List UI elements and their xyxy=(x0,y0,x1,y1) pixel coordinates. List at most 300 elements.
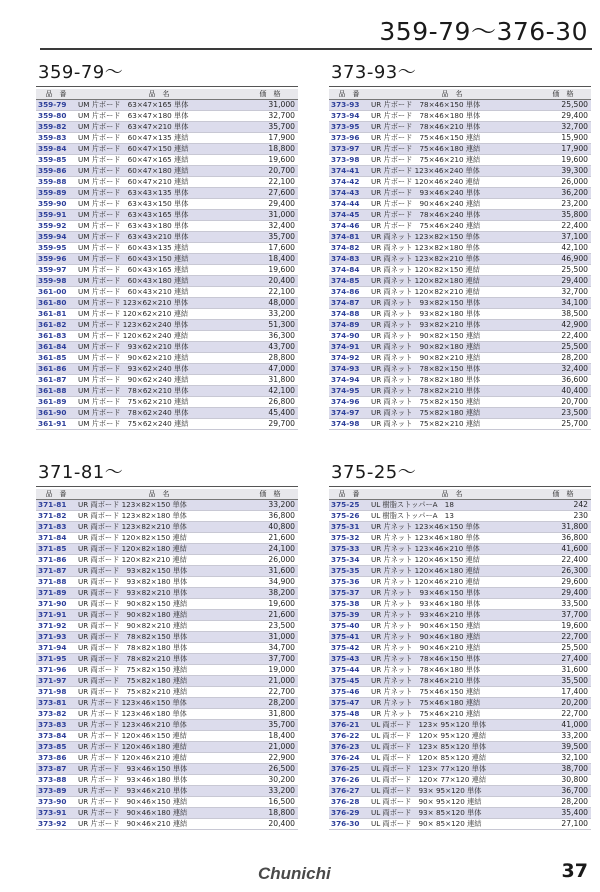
table-row xyxy=(36,166,298,177)
product-name: UR 片ネット 78×46×210 単体 xyxy=(369,676,535,687)
product-price: 36,800 xyxy=(535,533,591,544)
product-code: 374-98 xyxy=(329,419,369,430)
table-row xyxy=(36,742,298,753)
table-row xyxy=(329,698,591,709)
product-price: 242 xyxy=(535,500,591,511)
table-row xyxy=(329,522,591,533)
product-name: UR 両ネット 120×82×180 連結 xyxy=(369,276,535,287)
product-price: 33,200 xyxy=(242,500,298,511)
product-code: 359-95 xyxy=(36,243,76,254)
product-price: 36,700 xyxy=(535,786,591,797)
product-name: UM 片ボード 60×43×135 連結 xyxy=(76,243,242,254)
header-code: 品 番 xyxy=(329,489,369,500)
product-price: 22,100 xyxy=(242,177,298,188)
table-row xyxy=(329,155,591,166)
product-name: UR 片ネット 90×46×180 連結 xyxy=(369,632,535,643)
product-name: UR 片ボード 123×46×210 単体 xyxy=(76,720,242,731)
product-code: 371-86 xyxy=(36,555,76,566)
product-name: UL 両ボード 123× 77×120 単体 xyxy=(369,764,535,775)
table-row xyxy=(329,555,591,566)
table-row xyxy=(329,298,591,309)
product-name: UR 片ネット 78×46×150 単体 xyxy=(369,654,535,665)
product-price: 19,600 xyxy=(242,599,298,610)
product-code: 371-97 xyxy=(36,676,76,687)
table-row xyxy=(36,808,298,819)
table-row xyxy=(329,419,591,430)
product-name: UM 片ボード 60×43×150 連結 xyxy=(76,254,242,265)
product-code: 374-96 xyxy=(329,397,369,408)
product-price: 29,400 xyxy=(535,111,591,122)
product-price: 26,000 xyxy=(535,177,591,188)
product-price: 39,500 xyxy=(535,742,591,753)
product-code: 375-42 xyxy=(329,643,369,654)
product-name: UM 片ボード 60×47×165 連結 xyxy=(76,155,242,166)
table-row xyxy=(329,511,591,522)
table-row xyxy=(36,577,298,588)
product-price: 25,500 xyxy=(535,265,591,276)
product-price: 22,700 xyxy=(242,687,298,698)
product-price: 31,800 xyxy=(535,522,591,533)
product-name: UM 片ボード 120×62×210 連結 xyxy=(76,309,242,320)
product-price: 27,600 xyxy=(242,188,298,199)
product-code: 373-87 xyxy=(36,764,76,775)
product-code: 361-89 xyxy=(36,397,76,408)
product-code: 373-84 xyxy=(36,731,76,742)
section-359-79 xyxy=(36,62,298,430)
table-row xyxy=(329,819,591,830)
table-row xyxy=(329,375,591,386)
product-name: UR 片ボード 78×46×180 単体 xyxy=(369,111,535,122)
product-code: 373-83 xyxy=(36,720,76,731)
product-code: 374-97 xyxy=(329,408,369,419)
product-price: 37,700 xyxy=(242,654,298,665)
product-price: 41,600 xyxy=(535,544,591,555)
product-code: 374-94 xyxy=(329,375,369,386)
product-code: 374-42 xyxy=(329,177,369,188)
product-code: 373-97 xyxy=(329,144,369,155)
product-price: 33,500 xyxy=(535,599,591,610)
product-price: 31,000 xyxy=(242,632,298,643)
product-code: 375-34 xyxy=(329,555,369,566)
table-row xyxy=(329,144,591,155)
product-name: UR 片ボード 75×46×210 連結 xyxy=(369,155,535,166)
product-price: 37,100 xyxy=(535,232,591,243)
table-row xyxy=(329,687,591,698)
product-name: UR 片ボード 78×46×240 単体 xyxy=(369,210,535,221)
product-code: 374-87 xyxy=(329,298,369,309)
product-name: UR 両ネット 75×82×210 連結 xyxy=(369,419,535,430)
product-code: 371-94 xyxy=(36,643,76,654)
table-row xyxy=(329,232,591,243)
product-code: 361-86 xyxy=(36,364,76,375)
product-name: UM 片ボード 123×62×210 単体 xyxy=(76,298,242,309)
product-name: UM 片ボード 60×47×150 連結 xyxy=(76,144,242,155)
table-row xyxy=(329,676,591,687)
product-price: 35,700 xyxy=(242,232,298,243)
product-name: UM 片ボード 60×43×165 連結 xyxy=(76,265,242,276)
product-price: 25,500 xyxy=(535,100,591,111)
product-name: UR 片ボード 123×46×240 単体 xyxy=(369,166,535,177)
product-code: 371-92 xyxy=(36,621,76,632)
product-name: UL 両ボード 90× 95×120 連結 xyxy=(369,797,535,808)
table-row xyxy=(36,544,298,555)
product-name: UR 片ネット 123×46×210 単体 xyxy=(369,544,535,555)
table-row xyxy=(329,742,591,753)
product-price: 42,100 xyxy=(242,386,298,397)
product-name: UL 両ボード 120× 85×120 連結 xyxy=(369,753,535,764)
product-code: 375-38 xyxy=(329,599,369,610)
product-code: 375-32 xyxy=(329,533,369,544)
header-code: 品 番 xyxy=(329,89,369,100)
product-price: 40,800 xyxy=(242,522,298,533)
table-row xyxy=(329,188,591,199)
product-price: 32,700 xyxy=(242,111,298,122)
header-name: 品 名 xyxy=(369,89,535,100)
product-code: 374-41 xyxy=(329,166,369,177)
product-price: 30,200 xyxy=(242,775,298,786)
table-row xyxy=(36,298,298,309)
product-code: 373-90 xyxy=(36,797,76,808)
product-price: 24,100 xyxy=(242,544,298,555)
table-row xyxy=(36,731,298,742)
product-price: 22,900 xyxy=(242,753,298,764)
table-header-row xyxy=(36,89,298,100)
table-row xyxy=(36,676,298,687)
table-row xyxy=(36,786,298,797)
product-price: 23,200 xyxy=(535,199,591,210)
product-name: UR 片ボード 123×46×150 単体 xyxy=(76,698,242,709)
product-price: 31,800 xyxy=(242,709,298,720)
table-row xyxy=(36,632,298,643)
product-code: 375-39 xyxy=(329,610,369,621)
product-name: UR 片ネット 93×46×150 単体 xyxy=(369,588,535,599)
product-code: 373-89 xyxy=(36,786,76,797)
header-name: 品 名 xyxy=(369,489,535,500)
table-row xyxy=(329,397,591,408)
table-row xyxy=(36,665,298,676)
product-price: 28,200 xyxy=(535,353,591,364)
table-row xyxy=(329,753,591,764)
table-row xyxy=(36,364,298,375)
product-name: UL 樹脂ストッパーA 13 xyxy=(369,511,535,522)
product-name: UM 片ボード 93×62×210 単体 xyxy=(76,342,242,353)
product-code: 374-93 xyxy=(329,364,369,375)
product-name: UR 両ネット 93×82×210 単体 xyxy=(369,320,535,331)
product-name: UM 片ボード 60×47×135 連結 xyxy=(76,133,242,144)
product-name: UM 片ボード 60×43×210 連結 xyxy=(76,287,242,298)
product-code: 375-25 xyxy=(329,500,369,511)
product-price: 19,600 xyxy=(535,155,591,166)
table-row xyxy=(329,610,591,621)
header-code: 品 番 xyxy=(36,89,76,100)
product-name: UM 片ボード 63×47×180 単体 xyxy=(76,111,242,122)
product-price: 35,700 xyxy=(242,720,298,731)
table-row xyxy=(329,254,591,265)
product-price: 41,000 xyxy=(535,720,591,731)
product-name: UL 両ボード 123× 85×120 単体 xyxy=(369,742,535,753)
table-header-row xyxy=(36,489,298,500)
product-name: UR 片ボード 90×46×150 連結 xyxy=(76,797,242,808)
product-name: UR 片ボード 90×46×240 連結 xyxy=(369,199,535,210)
product-code: 371-85 xyxy=(36,544,76,555)
table-row xyxy=(329,775,591,786)
table-row xyxy=(329,500,591,511)
product-code: 373-98 xyxy=(329,155,369,166)
product-price: 19,600 xyxy=(535,621,591,632)
table-row xyxy=(36,133,298,144)
product-code: 359-85 xyxy=(36,155,76,166)
product-price: 25,500 xyxy=(535,342,591,353)
table-row xyxy=(329,764,591,775)
table-row xyxy=(329,408,591,419)
product-price: 39,300 xyxy=(535,166,591,177)
product-price: 18,800 xyxy=(242,808,298,819)
product-name: UR 両ボード 75×82×180 連結 xyxy=(76,676,242,687)
section-title: 359-79～ xyxy=(38,62,124,83)
product-code: 361-90 xyxy=(36,408,76,419)
product-price: 20,700 xyxy=(535,397,591,408)
product-name: UM 片ボード 90×62×210 連結 xyxy=(76,353,242,364)
product-price: 29,700 xyxy=(242,419,298,430)
table-row xyxy=(36,566,298,577)
product-code: 375-40 xyxy=(329,621,369,632)
table-row xyxy=(36,243,298,254)
product-code: 359-82 xyxy=(36,122,76,133)
product-name: UM 片ボード 63×43×150 単体 xyxy=(76,199,242,210)
product-price: 17,400 xyxy=(535,687,591,698)
product-code: 376-25 xyxy=(329,764,369,775)
product-name: UR 片ボード 93×46×210 単体 xyxy=(76,786,242,797)
product-code: 371-98 xyxy=(36,687,76,698)
product-name: UR 片ボード 75×46×240 連結 xyxy=(369,221,535,232)
product-price: 29,400 xyxy=(242,199,298,210)
product-code: 375-35 xyxy=(329,566,369,577)
product-price: 29,400 xyxy=(535,276,591,287)
product-code: 373-82 xyxy=(36,709,76,720)
section-rule xyxy=(36,486,298,487)
product-code: 374-83 xyxy=(329,254,369,265)
table-row xyxy=(329,287,591,298)
table-row xyxy=(329,731,591,742)
product-name: UR 両ネット 93×82×180 単体 xyxy=(369,309,535,320)
product-code: 373-81 xyxy=(36,698,76,709)
product-price: 18,400 xyxy=(242,731,298,742)
table-row xyxy=(36,764,298,775)
product-price: 28,200 xyxy=(535,797,591,808)
product-name: UL 両ボード 120× 95×120 連結 xyxy=(369,731,535,742)
table-row xyxy=(36,610,298,621)
product-code: 374-81 xyxy=(329,232,369,243)
product-price: 25,500 xyxy=(535,643,591,654)
product-price: 26,800 xyxy=(242,397,298,408)
table-row xyxy=(36,709,298,720)
table-row xyxy=(36,397,298,408)
table-row xyxy=(329,309,591,320)
product-code: 373-93 xyxy=(329,100,369,111)
table-row xyxy=(329,243,591,254)
table-row xyxy=(329,133,591,144)
product-price: 19,600 xyxy=(242,155,298,166)
product-price: 19,600 xyxy=(242,265,298,276)
product-price: 22,700 xyxy=(535,632,591,643)
product-code: 361-81 xyxy=(36,309,76,320)
product-name: UR 両ボード 78×82×210 単体 xyxy=(76,654,242,665)
table-row xyxy=(329,386,591,397)
product-name: UR 両ボード 120×82×180 連結 xyxy=(76,544,242,555)
product-name: UR 両ネット 123×82×180 単体 xyxy=(369,243,535,254)
table-row xyxy=(36,419,298,430)
table-row xyxy=(36,408,298,419)
product-name: UR 両ネット 78×82×180 単体 xyxy=(369,375,535,386)
chunichi-logo: Chunichi xyxy=(258,864,331,883)
table-row xyxy=(36,511,298,522)
table-row xyxy=(329,665,591,676)
page-range-title: 359-79～376-30 xyxy=(379,17,588,46)
product-price: 21,600 xyxy=(242,610,298,621)
price-table xyxy=(36,489,298,830)
product-price: 35,700 xyxy=(242,122,298,133)
product-code: 359-92 xyxy=(36,221,76,232)
table-row xyxy=(329,808,591,819)
product-price: 28,800 xyxy=(242,353,298,364)
table-row xyxy=(329,221,591,232)
product-price: 23,500 xyxy=(242,621,298,632)
product-price: 19,000 xyxy=(242,665,298,676)
product-code: 374-88 xyxy=(329,309,369,320)
product-price: 22,100 xyxy=(242,287,298,298)
product-code: 361-80 xyxy=(36,298,76,309)
header-price: 価 格 xyxy=(535,489,591,500)
product-name: UR 片ネット 78×46×180 単体 xyxy=(369,665,535,676)
product-name: UR 片ボード 78×46×150 単体 xyxy=(369,100,535,111)
product-price: 22,400 xyxy=(535,555,591,566)
product-price: 36,300 xyxy=(242,331,298,342)
price-table xyxy=(36,89,298,430)
table-row xyxy=(329,577,591,588)
product-name: UR 両ボード 93×82×210 単体 xyxy=(76,588,242,599)
product-price: 21,000 xyxy=(242,676,298,687)
table-row xyxy=(329,111,591,122)
product-name: UM 片ボード 63×47×210 単体 xyxy=(76,122,242,133)
section-title: 373-93～ xyxy=(331,62,417,83)
product-name: UR 片ボード 93×46×240 単体 xyxy=(369,188,535,199)
table-row xyxy=(329,720,591,731)
product-name: UR 両ネット 78×82×210 単体 xyxy=(369,386,535,397)
table-row xyxy=(36,353,298,364)
product-name: UR 両ネット 123×82×150 単体 xyxy=(369,232,535,243)
product-name: UM 片ボード 63×43×135 単体 xyxy=(76,188,242,199)
header-price: 価 格 xyxy=(242,89,298,100)
product-price: 18,400 xyxy=(242,254,298,265)
product-code: 374-89 xyxy=(329,320,369,331)
section-title: 371-81～ xyxy=(38,462,124,483)
product-code: 359-96 xyxy=(36,254,76,265)
product-code: 375-47 xyxy=(329,698,369,709)
table-row xyxy=(36,720,298,731)
product-name: UM 片ボード 90×62×240 連結 xyxy=(76,375,242,386)
product-price: 18,800 xyxy=(242,144,298,155)
product-code: 359-97 xyxy=(36,265,76,276)
product-code: 371-90 xyxy=(36,599,76,610)
product-code: 375-43 xyxy=(329,654,369,665)
product-code: 361-00 xyxy=(36,287,76,298)
table-header-row xyxy=(329,489,591,500)
product-price: 31,600 xyxy=(242,566,298,577)
table-row xyxy=(329,342,591,353)
table-row xyxy=(329,331,591,342)
product-code: 375-41 xyxy=(329,632,369,643)
section-375-25 xyxy=(329,462,591,830)
product-code: 371-83 xyxy=(36,522,76,533)
product-name: UL 樹脂ストッパーA 18 xyxy=(369,500,535,511)
table-row xyxy=(329,709,591,720)
product-price: 46,900 xyxy=(535,254,591,265)
product-code: 374-91 xyxy=(329,342,369,353)
product-name: UR 片ボード 120×46×210 連結 xyxy=(76,753,242,764)
table-row xyxy=(329,199,591,210)
product-code: 359-86 xyxy=(36,166,76,177)
product-price: 31,000 xyxy=(242,100,298,111)
product-code: 373-88 xyxy=(36,775,76,786)
product-price: 23,500 xyxy=(535,408,591,419)
product-name: UR 両ボード 75×82×150 連結 xyxy=(76,665,242,676)
product-code: 375-33 xyxy=(329,544,369,555)
product-price: 38,200 xyxy=(242,588,298,599)
table-row xyxy=(36,221,298,232)
product-name: UR 両ボード 75×82×210 連結 xyxy=(76,687,242,698)
product-name: UM 片ボード 78×62×210 単体 xyxy=(76,386,242,397)
table-row xyxy=(329,364,591,375)
product-code: 375-26 xyxy=(329,511,369,522)
product-name: UR 両ネット 90×82×210 連結 xyxy=(369,353,535,364)
table-row xyxy=(36,687,298,698)
product-code: 374-86 xyxy=(329,287,369,298)
table-row xyxy=(36,254,298,265)
product-price: 21,600 xyxy=(242,533,298,544)
table-row xyxy=(36,320,298,331)
product-price: 35,500 xyxy=(535,676,591,687)
table-row xyxy=(36,698,298,709)
product-price: 32,400 xyxy=(535,364,591,375)
product-price: 43,700 xyxy=(242,342,298,353)
product-price: 38,700 xyxy=(535,764,591,775)
table-row xyxy=(329,533,591,544)
section-rule xyxy=(329,486,591,487)
product-code: 374-85 xyxy=(329,276,369,287)
product-name: UR 片ボード 93×46×150 単体 xyxy=(76,764,242,775)
product-code: 376-27 xyxy=(329,786,369,797)
product-name: UR 片ボード 75×46×150 連結 xyxy=(369,133,535,144)
table-row xyxy=(329,599,591,610)
table-row xyxy=(36,188,298,199)
product-name: UM 片ボード 63×43×210 単体 xyxy=(76,232,242,243)
product-price: 20,400 xyxy=(242,276,298,287)
product-code: 375-31 xyxy=(329,522,369,533)
table-row xyxy=(329,632,591,643)
table-row xyxy=(329,643,591,654)
product-name: UR 両ネット 93×82×150 単体 xyxy=(369,298,535,309)
product-price: 17,900 xyxy=(535,144,591,155)
product-code: 359-84 xyxy=(36,144,76,155)
table-row xyxy=(36,342,298,353)
table-row xyxy=(36,331,298,342)
product-code: 374-46 xyxy=(329,221,369,232)
price-table xyxy=(329,489,591,830)
product-price: 30,800 xyxy=(535,775,591,786)
table-row xyxy=(329,265,591,276)
product-price: 22,700 xyxy=(535,709,591,720)
product-name: UR 片ボード 75×46×180 連結 xyxy=(369,144,535,155)
